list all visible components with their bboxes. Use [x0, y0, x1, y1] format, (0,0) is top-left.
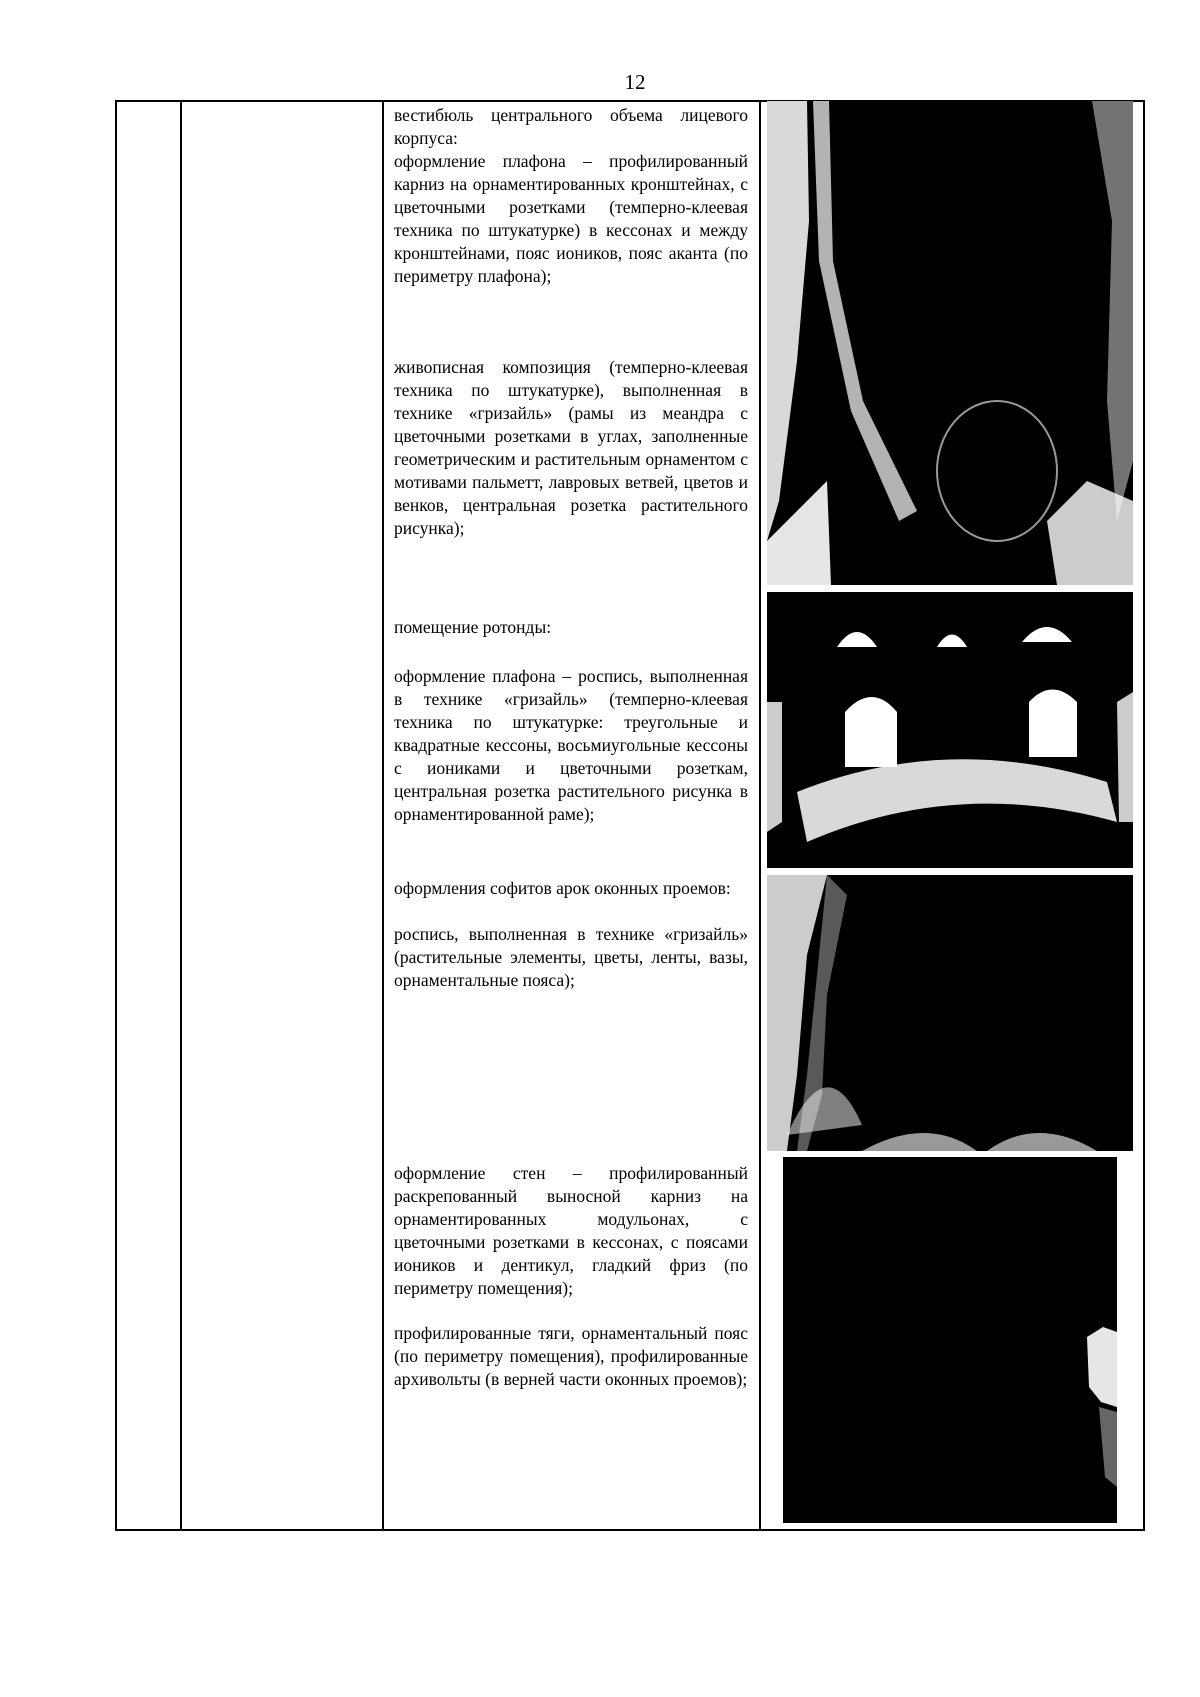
ceiling-photo: [767, 101, 1133, 585]
paragraph-vestibule-plafond: оформление плафона – профилированный карниз на орнаментированных кронштейнах, с цветочными розетками (темперно-клеевая техника по штукатурке) в кессонах и между кронштейнами, пояс иоников, пояс аканта (по периметру плафона);: [394, 151, 748, 286]
wall-cornice-photo: [783, 1157, 1117, 1523]
paragraph-vestibule-painting: живописная композиция (темперно-клеевая техника по штукатурке), выполненная в технике «гризайль» (рамы из меандра с цветочными розетками в углах, заполненные геометрическим и растительным орнаментом с мотивами пальметт, лавровых ветвей, цветов и венков, центральная розетка растительного рисунка);: [394, 357, 748, 538]
paragraph-soffits-painting: роспись, выполненная в технике «гризайль» (растительные элементы, цветы, ленты, вазы, орнаментальные пояса);: [394, 924, 748, 990]
column-divider-2: [382, 102, 384, 1529]
paragraph-rotunda-plafond: оформление плафона – роспись, выполненная в технике «гризайль» (темперно-клеевая техника по штукатурке: треугольные и квадратные кессоны, восьмиугольные кессоны с иониками и цветочными розеткам, центральная розетка растительного рисунка в орнаментированной раме);: [394, 666, 748, 824]
paragraph-soffits-heading: оформления софитов арок оконных проемов:: [394, 878, 731, 898]
rotunda-windows-photo: [767, 592, 1133, 868]
page-number: 12: [624, 70, 646, 94]
paragraph-vestibule-heading: вестибюль центрального объема лицевого корпуса:: [394, 105, 748, 148]
window-arch-soffit-photo: [767, 875, 1133, 1151]
paragraph-walls-cornice: оформление стен – профилированный раскрепованный выносной карниз на орнаментированных модульонах, с цветочными розетками в кессонах, с поясами иоников и дентикул, гладкий фриз (по периметру помещения);: [394, 1163, 748, 1298]
paragraph-rotunda-heading: помещение ротонды:: [394, 617, 552, 637]
column-divider-1: [180, 102, 182, 1529]
column-divider-3: [759, 102, 761, 1529]
paragraph-tyagi-archivolts: профилированные тяги, орнаментальный пояс (по периметру помещения), профилированные архивольты (в верней части оконных проемов);: [394, 1323, 748, 1389]
